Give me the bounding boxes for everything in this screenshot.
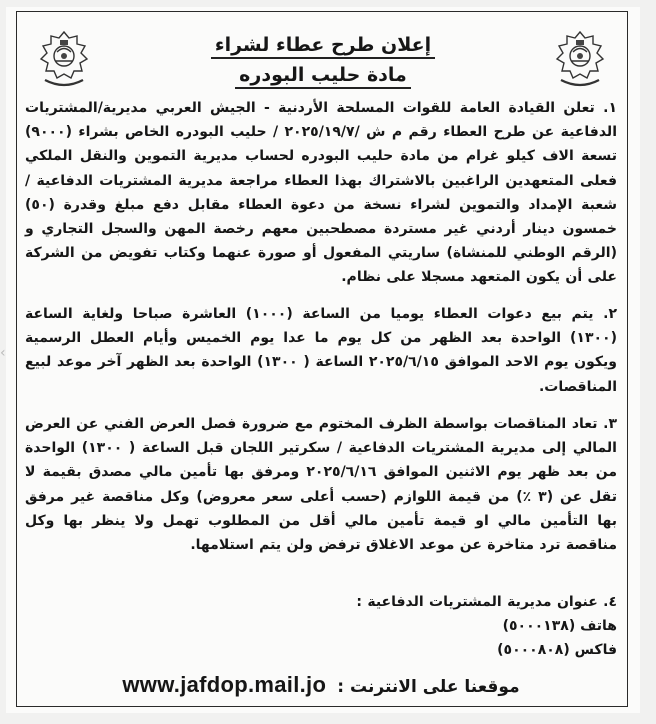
website-link[interactable]: www.jafdop.mail.jo [122, 672, 327, 697]
army-crest-icon [33, 28, 95, 92]
paragraph-2: ٢. يتم بيع دعوات العطاء يوميا من الساعة (١٠٠٠) العاشرة صباحا ولغاية الساعة (١٣٠٠) الواحدة بعد الظهر من كل يوم ما عدا يوم الخميس وأيام العطل الرسمية ويكون يوم الاحد الموافق ٢٠٢٥/٦/١٥ الساعة ( ١٣٠٠) الواحدة بعد الظهر آخر موعد لبيع المناقصات. [25, 306, 618, 395]
fax-number: فاكس (٥٠٠٠٨٠٨) [497, 642, 617, 658]
newspaper-clipping [6, 7, 640, 713]
paragraph-4: ٤. عنوان مديرية المشتريات الدفاعية : [356, 594, 617, 610]
website-footer [25, 672, 617, 698]
army-crest-icon [549, 28, 611, 92]
paragraph-3: ٣. تعاد المناقصات بواسطة الظرف المختوم مع ضرورة فصل العرض الفني عن العرض المالي إلى مديرية المشتريات الدفاعية / سكرتير اللجان قبل الساعة ( ١٣٠٠) الواحدة من بعد ظهر يوم الاثنين الموافق ٢٠٢٥/٦/١٦ ومرفق بها تأمين مالي مصدق بقيمة لا تقل عن (٣ ٪) من قيمة اللوازم (حسب أعلى سعر معروض) وكل مناقصة غير مرفق بها التأمين مالي او قيمة تأمين مالي أقل من المطلوب تهمل ولا ينظر بها وكل مناقصة ترد متاخرة عن موعد الاغلاق ترفض ولن يتم استلامها. [25, 416, 617, 554]
chevron-left-icon: ‹ [0, 345, 6, 361]
paragraph-1: ١. تعلن القيادة العامة للقوات المسلحة الأردنية - الجيش العربي مديرية/المشتريات الدفاعية عن طرح العطاء رقم م ش /٢٠٢٥/١٩/٧ / حليب البودره الخاص بشراء (٩٠٠٠) تسعة الاف كيلو غرام من مادة حليب البودره لحساب مديرية التموين والنقل الملكي فعلى المتعهدين الراغبين بالاشتراك بهذا العطاء مراجعة مديرية المشتريات الدفاعية / شعبة الإمداد والتموين لشراء نسخة من دعوة العطاء مقابل دفع مبلغ وقدرة (٥٠) خمسون دينار أردني غير مستردة مصطحبين معهم رخصة المهن والسجل التجاري و (الرقم الوطني للمنشاة) ساريتي المفعول أو صورة عنهما وكتاب تفويض من الشركة على أن يكون المتعهد مسجلا على نظام. [25, 100, 617, 286]
announcement-title: إعلان طرح عطاء لشراء [137, 34, 509, 56]
website-label: موقعنا على الانترنت : [337, 677, 520, 697]
announcement-subtitle: مادة حليب البودره [137, 64, 509, 86]
phone-number: هاتف (٥٠٠٠١٣٨) [502, 618, 617, 634]
announcement-box [16, 11, 628, 707]
